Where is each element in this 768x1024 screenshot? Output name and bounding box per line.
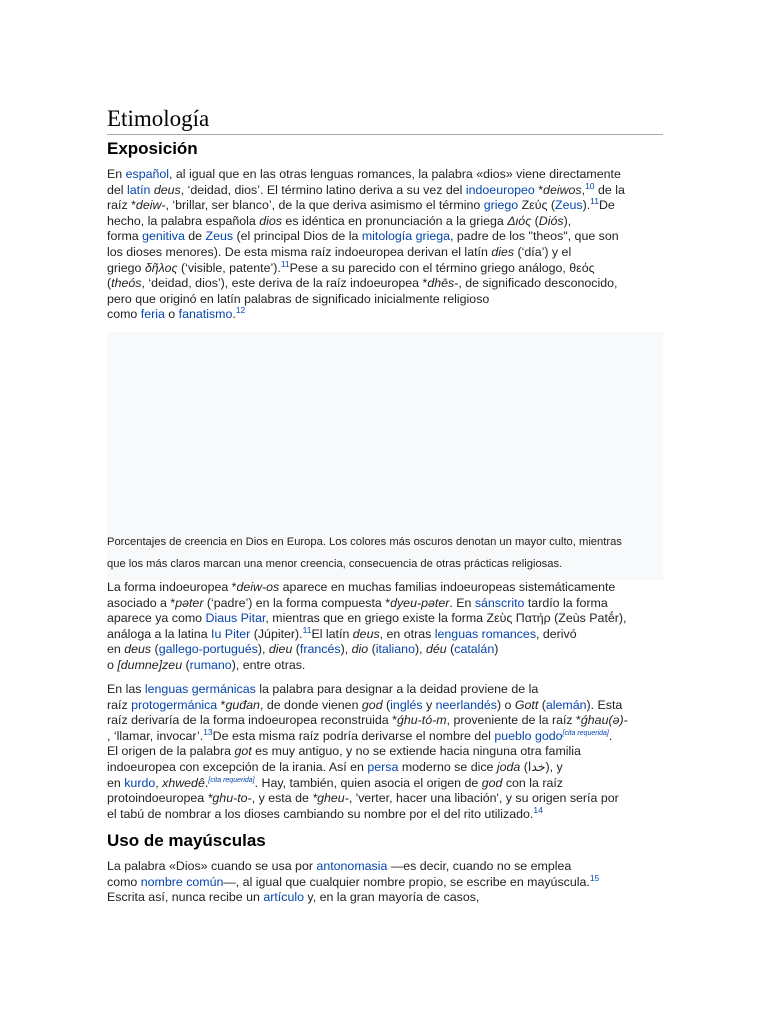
text-line: [107, 859, 663, 875]
italic-term: deus: [153, 182, 181, 197]
text-run: El origen de la palabra: [107, 744, 235, 759]
text-run: *: [534, 182, 544, 197]
text-run: y: [422, 697, 436, 712]
text-line: [107, 180, 663, 199]
inline-link[interactable]: inglés: [390, 697, 423, 712]
text-run: es muy antiguo, y no se extiende hacia ninguna otra familia: [251, 744, 581, 759]
text-run: (‘visible, patente’).: [177, 260, 281, 275]
text-run: , ‘brillar, ser blanco’, de la que deriva asimismo el término: [165, 198, 484, 213]
text-line: [107, 713, 663, 729]
text-run: , ‘deidad, dios’. El término latino deriva a su vez del: [180, 182, 466, 197]
reference-number[interactable]: 13: [203, 726, 213, 737]
text-run: , ‘deidad, dios’), este deriva de la raíz indoeuropea *: [141, 276, 428, 291]
italic-term: dhēs-: [427, 276, 459, 291]
text-run: —, al igual que cualquier nombre propio, se escribe en mayúscula.: [223, 874, 590, 889]
text-run: , 'verter, hacer una libación', y su origen sería por: [348, 791, 619, 806]
text-run: y, en la gran mayoría de casos,: [303, 890, 480, 905]
inline-link[interactable]: francés: [299, 642, 341, 657]
section-heading-exposicion: Exposición: [107, 139, 198, 158]
text-run: En las: [107, 682, 145, 696]
text-run: Ζεύς (: [518, 198, 556, 213]
reference-number[interactable]: 11: [280, 258, 290, 269]
inline-link[interactable]: protogermánica: [131, 697, 218, 712]
text-line: [107, 245, 663, 261]
text-line: [107, 804, 663, 823]
text-run: forma: [107, 229, 143, 244]
text-run: indoeuropea con excepción de la irania. Así en: [107, 759, 368, 774]
text-run: raíz: [107, 697, 132, 712]
inline-link[interactable]: antonomasia: [316, 859, 388, 873]
italic-term: δῆλος: [144, 260, 178, 275]
italic-term: déu: [425, 642, 447, 657]
text-run: o: [164, 307, 179, 322]
text-run: , en otras: [379, 626, 435, 641]
reference-number[interactable]: 12: [235, 305, 246, 316]
italic-term: deiw-os: [236, 580, 280, 594]
text-run: En: [107, 167, 126, 181]
text-line: [107, 258, 663, 277]
italic-term: theós: [111, 276, 142, 291]
text-run: La palabra «Dios» cuando se usa por: [107, 859, 317, 873]
reference-number[interactable]: 10: [585, 180, 595, 191]
page-title: Etimología: [107, 105, 663, 135]
text-line: [107, 611, 663, 627]
text-run: (: [538, 697, 546, 712]
text-line: [107, 580, 663, 596]
inline-link[interactable]: persa: [367, 759, 399, 774]
text-run: De: [598, 198, 615, 213]
text-run: —es decir, cuando no se emplea: [387, 859, 572, 873]
inline-link[interactable]: italiano: [375, 642, 415, 657]
text-line: [107, 776, 663, 792]
italic-term: dios: [259, 213, 282, 228]
text-line: [107, 890, 663, 906]
text-run: raíz *: [107, 198, 136, 213]
inline-link[interactable]: nombre común: [140, 874, 224, 889]
text-run: el tabú de nombrar a los dioses cambiando su nombre por el del rito utilizado.: [107, 806, 534, 821]
italic-term: ǵhu-tó-m: [396, 713, 447, 728]
italic-term: dyeu-pəter: [390, 595, 450, 610]
text-run: (: [151, 642, 159, 657]
text-run: (: [531, 213, 539, 228]
text-run: de: [184, 229, 206, 244]
reference-number[interactable]: 11: [302, 624, 312, 635]
inline-link[interactable]: catalán: [454, 642, 495, 657]
italic-term: deiw-: [135, 198, 166, 213]
text-line: [107, 658, 663, 674]
text-run: los dioses menores). De esta misma raíz indoeuropea derivan el latín: [107, 244, 492, 259]
inline-link[interactable]: fanatismo: [178, 307, 233, 322]
text-run: (el principal Dios de la: [233, 229, 362, 244]
text-run: (‘padre’) en la forma compuesta *: [203, 595, 391, 610]
italic-term: *ghu-to-: [207, 791, 252, 806]
paragraph-exposicion-1: [107, 167, 663, 323]
inline-link[interactable]: Iu Piter: [211, 626, 251, 641]
text-run: El latín: [311, 626, 353, 641]
inline-link[interactable]: griego: [483, 198, 519, 213]
text-run: .: [608, 728, 613, 743]
text-run: ).: [582, 198, 591, 213]
citation-needed[interactable]: [cita requerida]: [562, 729, 609, 737]
text-line: [107, 760, 663, 776]
text-run: análoga a la latina: [107, 626, 212, 641]
text-line: [107, 307, 663, 323]
text-run: (: [382, 697, 391, 712]
text-run: Pese a su parecido con el término griego análogo, θεός: [289, 260, 595, 275]
text-run: *: [217, 697, 226, 712]
text-run: ). Esta: [586, 697, 623, 712]
text-run: . Hay, también, quien asocia el origen de: [254, 775, 482, 790]
inline-link[interactable]: mitología griega: [361, 229, 451, 244]
text-run: griego: [107, 260, 145, 275]
italic-term: joda: [496, 759, 521, 774]
inline-link[interactable]: latín: [126, 182, 151, 197]
text-run: (Júpiter).: [250, 626, 303, 641]
italic-term: dieu: [268, 642, 293, 657]
text-run: . En: [449, 595, 475, 610]
text-run: ),: [563, 213, 572, 228]
text-line: [107, 682, 663, 698]
text-run: o: [107, 657, 118, 672]
text-run: , ‘llamar, invocar’.: [107, 728, 204, 743]
italic-term: xhwedê: [162, 775, 205, 790]
italic-term: got: [234, 744, 252, 759]
reference-number[interactable]: 14: [533, 804, 543, 815]
italic-term: guđan: [225, 697, 260, 712]
text-line: [107, 624, 663, 643]
section-heading-mayusculas: Uso de mayúsculas: [107, 831, 266, 850]
inline-link[interactable]: sánscrito: [474, 595, 525, 610]
text-run: ) o: [496, 697, 515, 712]
inline-link[interactable]: gallego-portugués: [158, 642, 258, 657]
text-line: [107, 292, 663, 308]
text-run: , derivó: [536, 626, 577, 641]
inline-link[interactable]: lenguas germánicas: [144, 682, 256, 696]
text-run: con la raíz: [502, 775, 563, 790]
italic-term: pəter: [175, 595, 204, 610]
inline-link[interactable]: pueblo godo: [494, 728, 563, 743]
text-run: De esta misma raíz podría derivarse el nombre del: [212, 728, 495, 743]
text-run: La forma indoeuropea *: [107, 580, 237, 594]
italic-term: god: [361, 697, 383, 712]
inline-link[interactable]: artículo: [263, 890, 304, 905]
italic-term: deus: [124, 642, 152, 657]
text-line: [107, 791, 663, 807]
italic-term: [dumne]zeu: [117, 657, 183, 672]
reference-number[interactable]: 15: [589, 872, 600, 883]
inline-link[interactable]: neerlandés: [435, 697, 497, 712]
figure-caption: [107, 531, 663, 575]
inline-link[interactable]: español: [125, 167, 170, 181]
text-run: (خدا), y: [520, 759, 563, 774]
inline-link[interactable]: Diaus Pitar: [205, 611, 266, 626]
text-run: , mientras que en griego existe la forma Ζεὺς Πατήρ (Zeùs Patḗr),: [265, 611, 627, 626]
text-run: aparece en muchas familias indoeuropeas sistemáticamente: [279, 580, 616, 594]
inline-link[interactable]: Zeus: [205, 229, 234, 244]
text-run: , de donde vienen: [259, 697, 362, 712]
text-run: como: [107, 874, 141, 889]
map-image-placeholder: [107, 332, 663, 527]
text-line: [107, 276, 663, 292]
text-run: raíz derivaría de la forma indoeuropea reconstruida *: [107, 713, 397, 728]
text-run: ,: [581, 182, 586, 197]
paragraph-exposicion-3: [107, 682, 663, 822]
text-run: (: [107, 276, 112, 291]
text-run: ),: [257, 642, 269, 657]
reference-number[interactable]: 11: [590, 196, 599, 207]
text-line: [107, 872, 663, 891]
text-run: .: [232, 307, 236, 322]
text-line: [107, 698, 663, 714]
inline-link[interactable]: rumano: [189, 657, 232, 672]
italic-term: deus: [352, 626, 380, 641]
text-run: ), entre otras.: [231, 657, 306, 672]
text-run: moderno se dice: [398, 759, 497, 774]
italic-term: god: [481, 775, 503, 790]
text-run: hecho, la palabra española: [107, 213, 260, 228]
text-run: ,: [155, 775, 163, 790]
text-run: (: [292, 642, 300, 657]
text-line: [107, 167, 663, 183]
text-run: ),: [414, 642, 426, 657]
text-run: Escrita así, nunca recibe un: [107, 890, 264, 905]
text-line: [107, 744, 663, 760]
text-run: aparece ya como: [107, 611, 206, 626]
text-line: [107, 229, 663, 245]
italic-term: Gott: [514, 697, 539, 712]
italic-term: *gheu-: [312, 791, 349, 806]
inline-link[interactable]: lenguas romances: [434, 626, 537, 641]
text-run: , de significado desconocido,: [458, 276, 618, 291]
text-run: (: [446, 642, 455, 657]
text-run: (‘día’) y el: [514, 244, 572, 259]
text-run: en: [107, 642, 125, 657]
text-line: [107, 596, 663, 612]
inline-link[interactable]: feria: [140, 307, 165, 322]
text-run: como: [107, 307, 141, 322]
italic-term: dio: [351, 642, 369, 657]
inline-link[interactable]: kurdo: [124, 775, 156, 790]
paragraph-mayusculas-1: [107, 859, 663, 906]
text-run: , proveniente de la raíz *: [446, 713, 581, 728]
text-run: , al igual que en las otras lenguas romances, la palabra «dios» viene directamente: [169, 167, 621, 181]
text-run: ),: [340, 642, 352, 657]
text-run: del: [107, 182, 127, 197]
figure-caption-line: que los más claros marcan una menor creencia, consecuencia de otras prácticas religiosas.: [107, 558, 563, 570]
italic-term: deiwos: [543, 182, 582, 197]
text-line: [107, 726, 663, 745]
inline-link[interactable]: genitiva: [142, 229, 185, 244]
text-line: [107, 642, 663, 658]
text-run: ): [494, 642, 499, 657]
italic-term: dies: [491, 244, 515, 259]
citation-needed[interactable]: [cita requerida]: [208, 776, 255, 784]
italic-term: Διός: [507, 213, 532, 228]
text-run: .: [204, 775, 209, 790]
text-run: , padre de los "theos", que son: [450, 229, 619, 244]
figure-belief-map: [107, 332, 663, 580]
text-run: , y esta de: [251, 791, 313, 806]
text-line: [107, 214, 663, 230]
text-run: en: [107, 775, 125, 790]
text-run: la palabra para designar a la deidad proviene de la: [255, 682, 539, 696]
inline-link[interactable]: indoeuropeo: [465, 182, 535, 197]
text-line: [107, 198, 663, 214]
figure-caption-line: Porcentajes de creencia en Dios en Europa. Los colores más oscuros denotan un mayor culto, mientras: [107, 536, 622, 548]
text-run: protoindoeuropea: [107, 791, 208, 806]
text-run: pero que originó en latín palabras de significado inicialmente religioso: [107, 291, 490, 306]
paragraph-exposicion-2: [107, 580, 663, 674]
inline-link[interactable]: Zeus: [555, 198, 583, 213]
text-run: asociado a *: [107, 595, 176, 610]
text-run: (: [182, 657, 190, 672]
italic-term: Diós: [538, 213, 564, 228]
text-run: tardío la forma: [524, 595, 608, 610]
text-run: es idéntica en pronunciación a la griega: [281, 213, 508, 228]
inline-link[interactable]: alemán: [545, 697, 587, 712]
text-run: (: [368, 642, 376, 657]
text-run: de la: [594, 182, 625, 197]
italic-term: ǵhau(ə)-: [580, 713, 628, 728]
